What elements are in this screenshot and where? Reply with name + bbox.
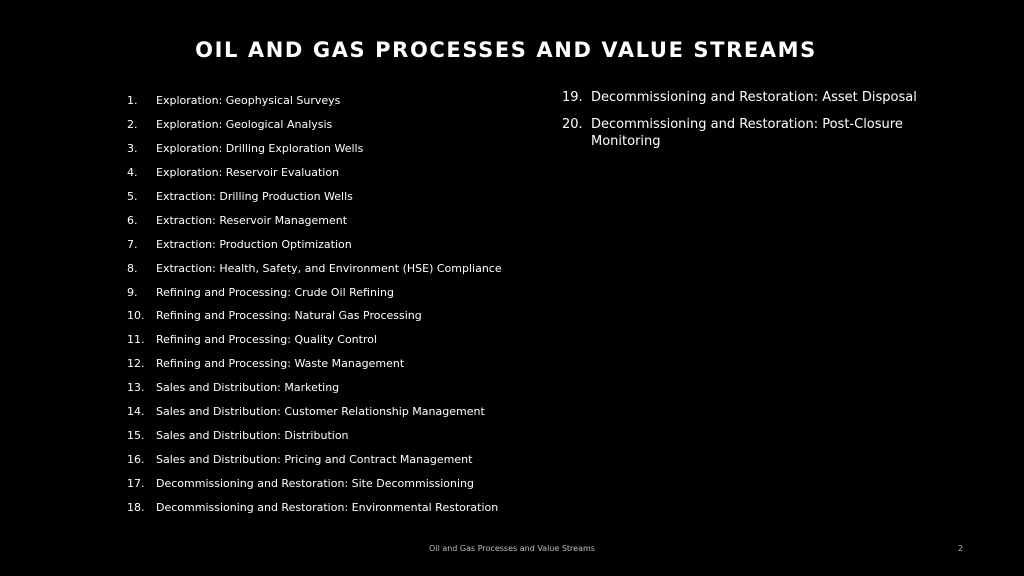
item-number: 5.: [127, 190, 138, 203]
item-text: Decommissioning and Restoration: Asset Disposal: [591, 90, 917, 105]
item-text: Sales and Distribution: Customer Relationship Management: [156, 405, 485, 419]
item-number: 15.: [127, 428, 145, 442]
item-number: 6.: [127, 213, 138, 227]
item-text: Exploration: Geological Analysis: [156, 118, 333, 132]
list-item: [127, 232, 502, 256]
item-number: 11.: [127, 333, 145, 347]
item-text: Refining and Processing: Quality Control: [156, 333, 378, 347]
item-text: Exploration: Reservoir Evaluation: [156, 166, 340, 180]
item-number: 7.: [127, 237, 138, 251]
item-text: Exploration: Geophysical Surveys: [156, 94, 341, 108]
item-text: Extraction: Drilling Production Wells: [156, 190, 353, 203]
item-number: 14.: [127, 405, 145, 419]
item-text: Sales and Distribution: Distribution: [156, 428, 349, 442]
item-number: 18.: [127, 500, 145, 514]
list-item: [562, 89, 942, 107]
item-text: Extraction: Health, Safety, and Environment (HSE) Compliance: [156, 261, 502, 275]
process-list-right: [562, 89, 942, 160]
item-text: Refining and Processing: Natural Gas Processing: [156, 309, 422, 323]
list-item: [127, 447, 502, 471]
item-number: 4.: [127, 166, 138, 180]
item-number: 3.: [127, 142, 138, 156]
list-item: [127, 328, 502, 352]
slide-title: OIL AND GAS PROCESSES AND VALUE STREAMS: [195, 38, 817, 62]
process-list-left: [127, 89, 502, 519]
item-number: 17.: [127, 476, 145, 490]
item-number: 19.: [562, 90, 583, 105]
item-text: Decommissioning and Restoration: Site Decommissioning: [156, 476, 474, 490]
list-item: [127, 471, 502, 495]
item-number: 13.: [127, 381, 145, 395]
item-text: Sales and Distribution: Marketing: [156, 381, 340, 395]
item-text: Decommissioning and Restoration: Post-Closure Monitoring: [591, 116, 903, 149]
list-item: [127, 161, 502, 185]
list-item: [127, 256, 502, 280]
list-item: [127, 495, 502, 519]
list-item: [127, 137, 502, 161]
item-number: 9.: [127, 285, 138, 299]
item-number: 8.: [127, 261, 138, 275]
item-number: 12.: [127, 357, 145, 371]
list-item: [127, 376, 502, 400]
list-item: [127, 208, 502, 232]
list-item: [127, 352, 502, 376]
list-item: [127, 400, 502, 424]
list-item: [127, 423, 502, 447]
list-item: [562, 116, 942, 151]
item-text: Exploration: Drilling Exploration Wells: [156, 142, 364, 156]
item-number: 16.: [127, 452, 145, 466]
list-item: [127, 113, 502, 137]
list-item: [127, 280, 502, 304]
list-item: [127, 89, 502, 113]
item-number: 10.: [127, 309, 145, 323]
list-item: [127, 185, 502, 209]
item-text: Extraction: Production Optimization: [156, 237, 352, 251]
page-number: 2: [958, 544, 964, 553]
slide-footer: Oil and Gas Processes and Value Streams: [429, 544, 595, 553]
item-text: Refining and Processing: Crude Oil Refining: [156, 285, 394, 299]
list-item: [127, 304, 502, 328]
item-number: 20.: [562, 116, 583, 132]
item-text: Refining and Processing: Waste Management: [156, 357, 405, 371]
item-number: 2.: [127, 118, 138, 132]
item-text: Decommissioning and Restoration: Environmental Restoration: [156, 500, 499, 514]
item-text: Sales and Distribution: Pricing and Contract Management: [156, 452, 473, 466]
item-text: Extraction: Reservoir Management: [156, 213, 348, 227]
item-number: 1.: [127, 94, 138, 108]
